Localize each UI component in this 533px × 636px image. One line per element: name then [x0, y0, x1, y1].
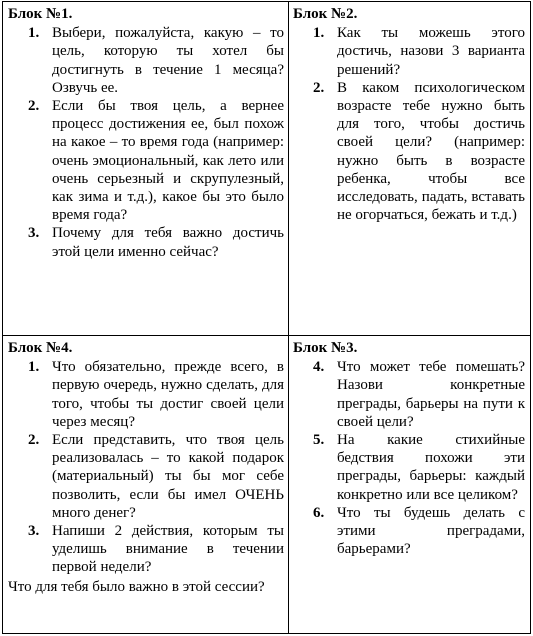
block-1-item: [8, 97, 284, 224]
block-2-item: [293, 24, 525, 79]
block-4-title: Блок №4.: [8, 340, 73, 356]
item-text: Если бы твоя цель, а вернее процесс достижения ее, был похож на какое – то время года (например: очень эмоциональный, как лето или очень серьезный и скрупулезный, как зима и т.д.), какое бы это было время года?: [52, 98, 284, 224]
item-number: 3.: [28, 225, 40, 242]
block-2-title: Блок №2.: [293, 6, 358, 22]
item-text: Выбери, пожалуйста, какую – то цель, которую ты хотел бы достигнуть в течение 1 месяца? Озвучь ее.: [52, 25, 284, 96]
block-4-item: [8, 358, 284, 431]
block-3-list: [293, 358, 525, 558]
item-text: Почему для тебя важно достичь этой цели именно сейчас?: [52, 225, 284, 260]
block-2-item: [293, 79, 525, 225]
block-3-title: Блок №3.: [293, 340, 358, 356]
block-4-footer-question: Что для тебя было важно в этой сессии?: [8, 578, 265, 595]
item-text: Напиши 2 действия, которым ты уделишь внимание в течении первой недели?: [52, 523, 284, 576]
item-text: На какие стихийные бедствия похожи эти преграды, барьеры: каждый конкретно или все целиком?: [337, 432, 525, 503]
item-text: В каком психологическом возрасте тебе нужно быть для того, чтобы достичь своей цели? (например: нужно быть в возрасте ребенка, чтобы все исследовать, падать, вставать не огорчаться, бежать и т.д.): [337, 79, 525, 224]
block-1-list: [8, 24, 284, 261]
item-number: 6.: [313, 504, 325, 521]
item-text: Что может тебе помешать? Назови конкретные преграды, барьеры на пути к своей цели?: [337, 359, 525, 430]
block-1-item: [8, 24, 284, 97]
block-2-cell: [293, 5, 525, 224]
block-4-list: [8, 358, 284, 576]
table-horizontal-divider: [2, 335, 531, 336]
item-text: Если представить, что твоя цель реализовалась – то какой подарок (материальный) ты бы мог себе позволить, если бы имел ОЧЕНЬ много денег?: [52, 432, 284, 521]
block-4-item: [8, 431, 284, 522]
item-number: 3.: [28, 523, 40, 540]
item-number: 2.: [28, 98, 40, 115]
item-number: 1.: [28, 25, 40, 42]
item-number: 1.: [313, 25, 325, 42]
block-3-cell: [293, 339, 525, 558]
item-text: Что обязательно, прежде всего, в первую очередь, нужно сделать, для того, чтобы ты достиг своей цели через месяц?: [52, 359, 284, 430]
block-2-list: [293, 24, 525, 224]
block-4-item: [8, 522, 284, 577]
item-number: 2.: [313, 79, 325, 96]
block-1-title: Блок №1.: [8, 6, 73, 22]
item-number: 1.: [28, 359, 40, 376]
item-text: Как ты можешь этого достичь, назови 3 варианта решений?: [337, 25, 525, 78]
block-4-cell: [8, 339, 284, 596]
block-3-item: [293, 504, 525, 559]
block-1-cell: [8, 5, 284, 261]
block-3-item: [293, 431, 525, 504]
block-3-item: [293, 358, 525, 431]
table-vertical-divider: [288, 1, 289, 634]
item-number: 4.: [313, 359, 325, 376]
item-text: Что ты будешь делать с этими преградами, барьерами?: [337, 504, 525, 558]
block-1-item: [8, 224, 284, 260]
item-number: 2.: [28, 432, 40, 449]
item-number: 5.: [313, 432, 325, 449]
